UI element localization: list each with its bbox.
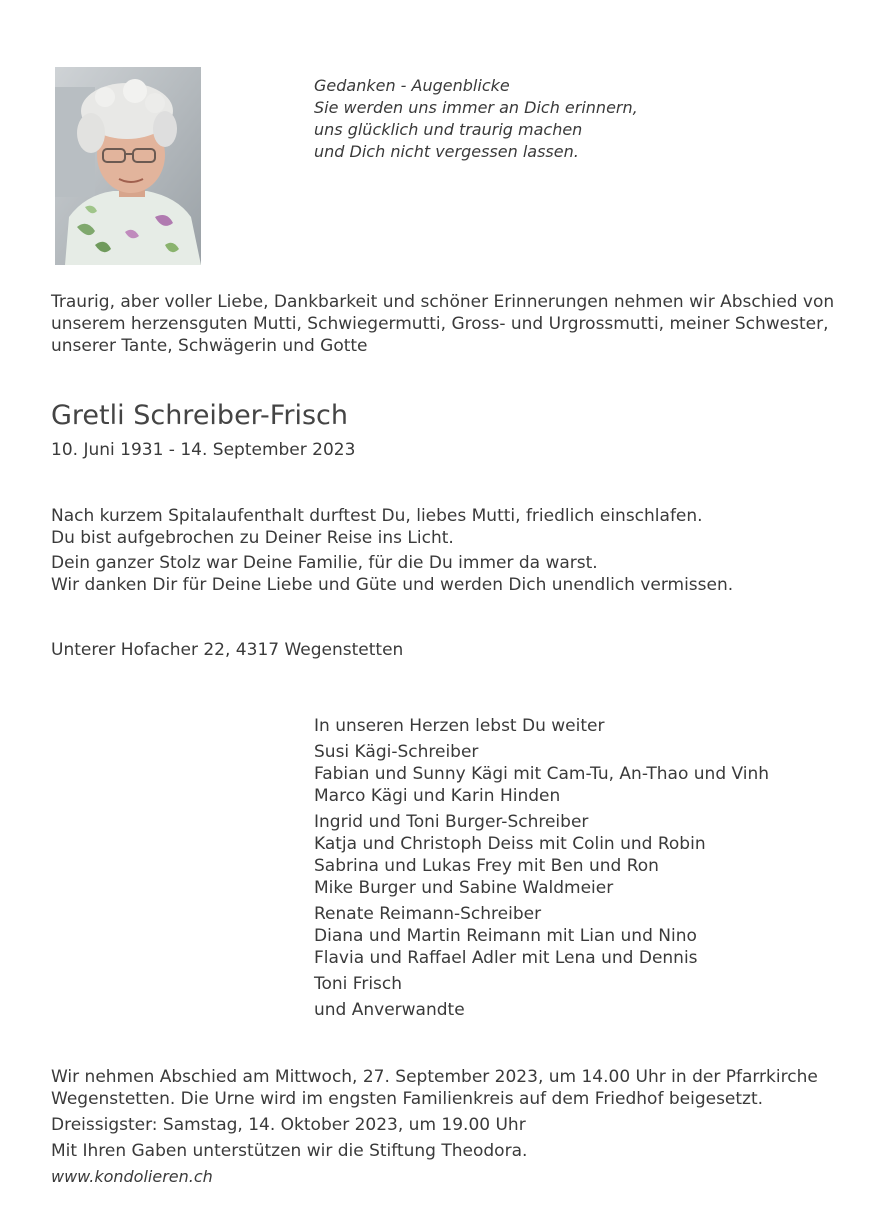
message-line: Wir danken Dir für Deine Liebe und Güte und werden Dich unendlich vermissen. — [51, 575, 734, 595]
mourner-line: Katja und Christoph Deiss mit Colin und Robin — [314, 834, 706, 854]
mourner-line: Mike Burger und Sabine Waldmeier — [314, 878, 614, 898]
message-line: Du bist aufgebrochen zu Deiner Reise ins Licht. — [51, 528, 454, 548]
mourner-line: Fabian und Sunny Kägi mit Cam-Tu, An-Thao und Vinh — [314, 764, 770, 784]
family-group — [314, 903, 769, 969]
ceremony-info — [51, 1066, 818, 1162]
portrait-photo — [55, 67, 201, 265]
mourners-heading — [314, 715, 769, 737]
mourner-line: Susi Kägi-Schreiber — [314, 742, 479, 762]
heading-text: In unseren Herzen lebst Du weiter — [314, 716, 605, 736]
mourner-line: Diana und Martin Reimann mit Lian und Nino — [314, 926, 697, 946]
intro-line: unserer Tante, Schwägerin und Gotte — [51, 336, 368, 356]
quote-line: Sie werden uns immer an Dich erinnern, — [314, 98, 638, 117]
quote-line: uns glücklich und traurig machen — [314, 120, 583, 139]
life-dates: 10. Juni 1931 - 14. September 2023 — [51, 440, 356, 460]
mourner-line: Sabrina und Lukas Frey mit Ben und Ron — [314, 856, 659, 876]
ceremony-line: Wir nehmen Abschied am Mittwoch, 27. September 2023, um 14.00 Uhr in der Pfarrkirche — [51, 1067, 818, 1087]
ceremony-line: Wegenstetten. Die Urne wird im engsten Familienkreis auf dem Friedhof beigesetzt. — [51, 1089, 764, 1109]
mourner-line: Ingrid und Toni Burger-Schreiber — [314, 812, 589, 832]
website-link[interactable]: www.kondolieren.ch — [51, 1167, 213, 1186]
message-line: Nach kurzem Spitalaufenthalt durftest Du, liebes Mutti, friedlich einschlafen. — [51, 506, 703, 526]
mourner-line: Toni Frisch — [314, 974, 403, 994]
quote-line: und Dich nicht vergessen lassen. — [314, 142, 579, 161]
quote-line: Gedanken - Augenblicke — [314, 76, 510, 95]
family-group — [314, 811, 769, 899]
mourners-list — [314, 715, 769, 1025]
intro-text — [51, 291, 834, 357]
dreissigster-line: Dreissigster: Samstag, 14. Oktober 2023, um 19.00 Uhr — [51, 1115, 526, 1135]
mourner-line: Flavia und Raffael Adler mit Lena und Dennis — [314, 948, 698, 968]
family-group — [314, 999, 769, 1021]
deceased-name: Gretli Schreiber-Frisch — [51, 400, 348, 431]
family-group — [314, 973, 769, 995]
farewell-message — [51, 505, 733, 596]
message-line: Dein ganzer Stolz war Deine Familie, für die Du immer da warst. — [51, 553, 598, 573]
intro-line: Traurig, aber voller Liebe, Dankbarkeit und schöner Erinnerungen nehmen wir Abschied von — [51, 292, 835, 312]
address: Unterer Hofacher 22, 4317 Wegenstetten — [51, 640, 404, 660]
donation-line: Mit Ihren Gaben unterstützen wir die Stiftung Theodora. — [51, 1141, 528, 1161]
mourner-line: Marco Kägi und Karin Hinden — [314, 786, 561, 806]
mourner-line: Renate Reimann-Schreiber — [314, 904, 542, 924]
intro-line: unserem herzensguten Mutti, Schwiegermutti, Gross- und Urgrossmutti, meiner Schwester, — [51, 314, 829, 334]
poem-quote — [314, 75, 638, 163]
family-group — [314, 741, 769, 807]
mourner-line: und Anverwandte — [314, 1000, 465, 1020]
